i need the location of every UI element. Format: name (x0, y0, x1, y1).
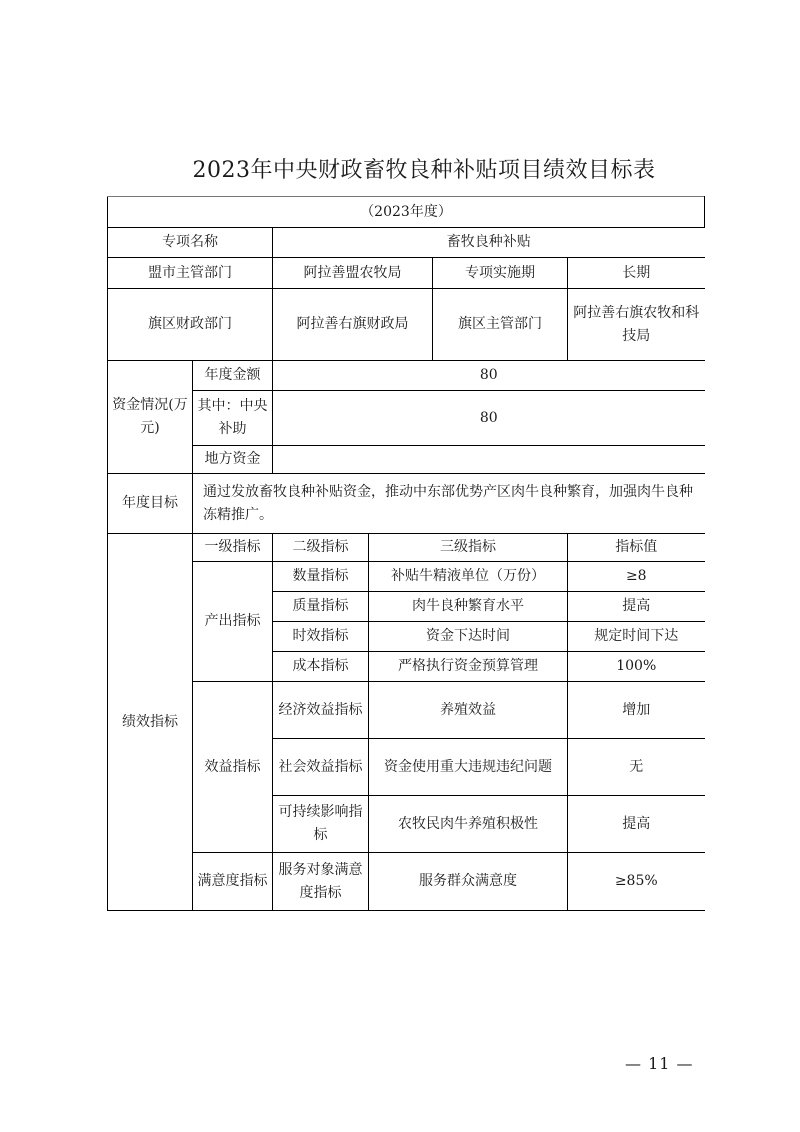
value-cell: ≥85% (568, 853, 705, 911)
level2-cell: 成本指标 (273, 652, 369, 682)
value-cell: 提高 (568, 796, 705, 853)
banner-finance-value: 阿拉善右旗财政局 (273, 289, 433, 361)
year-note: （2023年度） (108, 197, 705, 228)
level2-cell: 数量指标 (273, 562, 369, 592)
period-label: 专项实施期 (433, 258, 568, 289)
table-row (108, 197, 705, 228)
level2-cell: 经济效益指标 (273, 682, 369, 739)
table-row (108, 562, 705, 592)
performance-label: 绩效指标 (108, 534, 193, 911)
annual-goal-text: 通过发放畜牧良种补贴资金，推动中东部优势产区肉牛良种繁育，加强肉牛良种冻精推广。 (193, 474, 705, 534)
level2-cell: 可持续影响指标 (273, 796, 369, 853)
local-funds-value (273, 446, 705, 474)
table-row (108, 289, 705, 361)
funds-label: 资金情况(万元) (108, 361, 193, 474)
value-cell: 无 (568, 739, 705, 796)
banner-dept-value: 阿拉善右旗农牧和科技局 (568, 289, 705, 361)
page-title: 2023年中央财政畜牧良种补贴项目绩效目标表 (192, 158, 656, 183)
level2-cell: 时效指标 (273, 622, 369, 652)
value-cell: 规定时间下达 (568, 622, 705, 652)
table-row (108, 228, 705, 258)
table-row (108, 853, 705, 911)
table-row (108, 474, 705, 534)
level2-cell: 服务对象满意度指标 (273, 853, 369, 911)
performance-target-table (107, 196, 705, 911)
table-row (108, 258, 705, 289)
table-row (108, 534, 705, 562)
level3-cell: 资金下达时间 (369, 622, 568, 652)
value-cell: ≥8 (568, 562, 705, 592)
central-subsidy-value: 80 (273, 391, 705, 446)
page-number: — 11 — (625, 1054, 694, 1073)
header-level1: 一级指标 (193, 534, 273, 562)
level3-cell: 资金使用重大违规违纪问题 (369, 739, 568, 796)
annual-amount-value: 80 (273, 361, 705, 391)
level3-cell: 养殖效益 (369, 682, 568, 739)
project-name-label: 专项名称 (108, 228, 273, 258)
table-row (108, 682, 705, 739)
level2-cell: 社会效益指标 (273, 739, 369, 796)
level3-cell: 肉牛良种繁育水平 (369, 592, 568, 622)
banner-finance-label: 旗区财政部门 (108, 289, 273, 361)
value-cell: 提高 (568, 592, 705, 622)
league-dept-label: 盟市主管部门 (108, 258, 273, 289)
level3-cell: 补贴牛精液单位（万份） (369, 562, 568, 592)
project-name-value: 畜牧良种补贴 (273, 228, 705, 258)
level1-satisfaction: 满意度指标 (193, 853, 273, 911)
value-cell: 100% (568, 652, 705, 682)
banner-dept-label: 旗区主管部门 (433, 289, 568, 361)
period-value: 长期 (568, 258, 705, 289)
table-row (108, 446, 705, 474)
league-dept-value: 阿拉善盟农牧局 (273, 258, 433, 289)
annual-amount-label: 年度金额 (193, 361, 273, 391)
header-value: 指标值 (568, 534, 705, 562)
header-level3: 三级指标 (369, 534, 568, 562)
level1-benefit: 效益指标 (193, 682, 273, 853)
annual-goal-label: 年度目标 (108, 474, 193, 534)
value-cell: 增加 (568, 682, 705, 739)
level3-cell: 服务群众满意度 (369, 853, 568, 911)
header-level2: 二级指标 (273, 534, 369, 562)
table-row (108, 391, 705, 446)
table-row (108, 361, 705, 391)
central-subsidy-label: 其中：中央补助 (193, 391, 273, 446)
level3-cell: 农牧民肉牛养殖积极性 (369, 796, 568, 853)
level3-cell: 严格执行资金预算管理 (369, 652, 568, 682)
level2-cell: 质量指标 (273, 592, 369, 622)
level1-output: 产出指标 (193, 562, 273, 682)
local-funds-label: 地方资金 (193, 446, 273, 474)
